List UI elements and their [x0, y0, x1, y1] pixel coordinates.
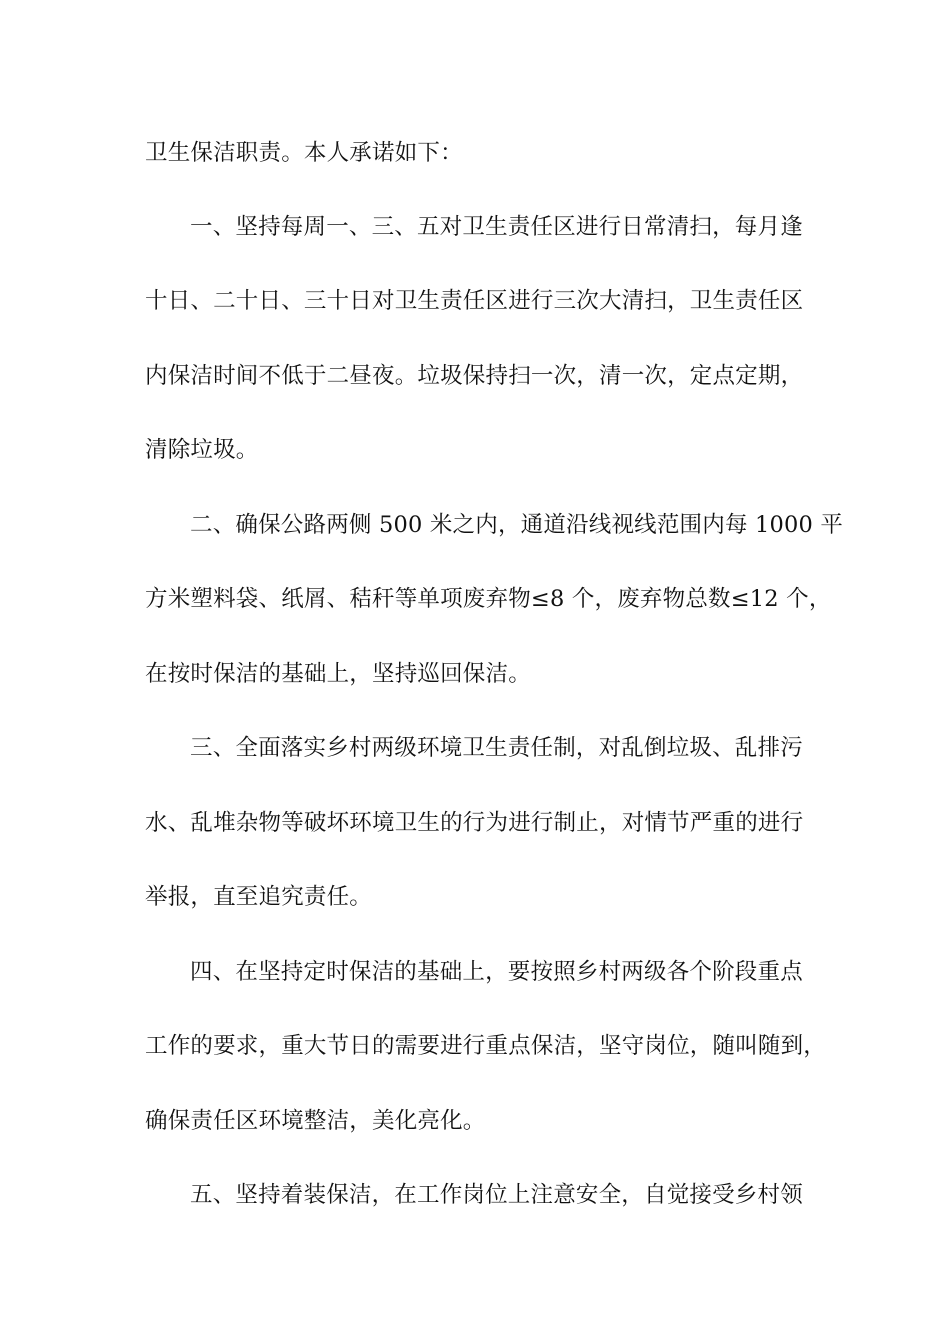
text-line: 工作的要求，重大节日的需要进行重点保洁，坚守岗位，随叫随到， — [145, 1033, 827, 1059]
text-line: 清除垃圾。 — [145, 437, 259, 463]
paragraph-5-line: 五、坚持着装保洁，在工作岗位上注意安全，自觉接受乡村领 — [190, 1182, 803, 1208]
text-line: 卫生保洁职责。本人承诺如下： — [145, 140, 463, 166]
text-line: 确保责任区环境整洁，美化亮化。 — [145, 1108, 486, 1134]
text-line: 方米塑料袋、纸屑、秸秆等单项废弃物≤8 个，废弃物总数≤12 个， — [145, 586, 832, 612]
paragraph-2-line: 二、确保公路两侧 500 米之内，通道沿线视线范围内每 1000 平 — [190, 512, 844, 538]
paragraph-4-line: 四、在坚持定时保洁的基础上，要按照乡村两级各个阶段重点 — [190, 959, 803, 985]
text-line: 内保洁时间不低于二昼夜。垃圾保持扫一次，清一次，定点定期， — [145, 363, 804, 389]
paragraph-1-line: 一、坚持每周一、三、五对卫生责任区进行日常清扫，每月逢 — [190, 214, 803, 240]
text-line: 在按时保洁的基础上，坚持巡回保洁。 — [145, 661, 531, 687]
paragraph-3-line: 三、全面落实乡村两级环境卫生责任制，对乱倒垃圾、乱排污 — [190, 735, 803, 761]
text-line: 水、乱堆杂物等破坏环境卫生的行为进行制止，对情节严重的进行 — [145, 810, 804, 836]
text-line: 十日、二十日、三十日对卫生责任区进行三次大清扫，卫生责任区 — [145, 288, 804, 314]
text-line: 举报，直至追究责任。 — [145, 884, 373, 910]
